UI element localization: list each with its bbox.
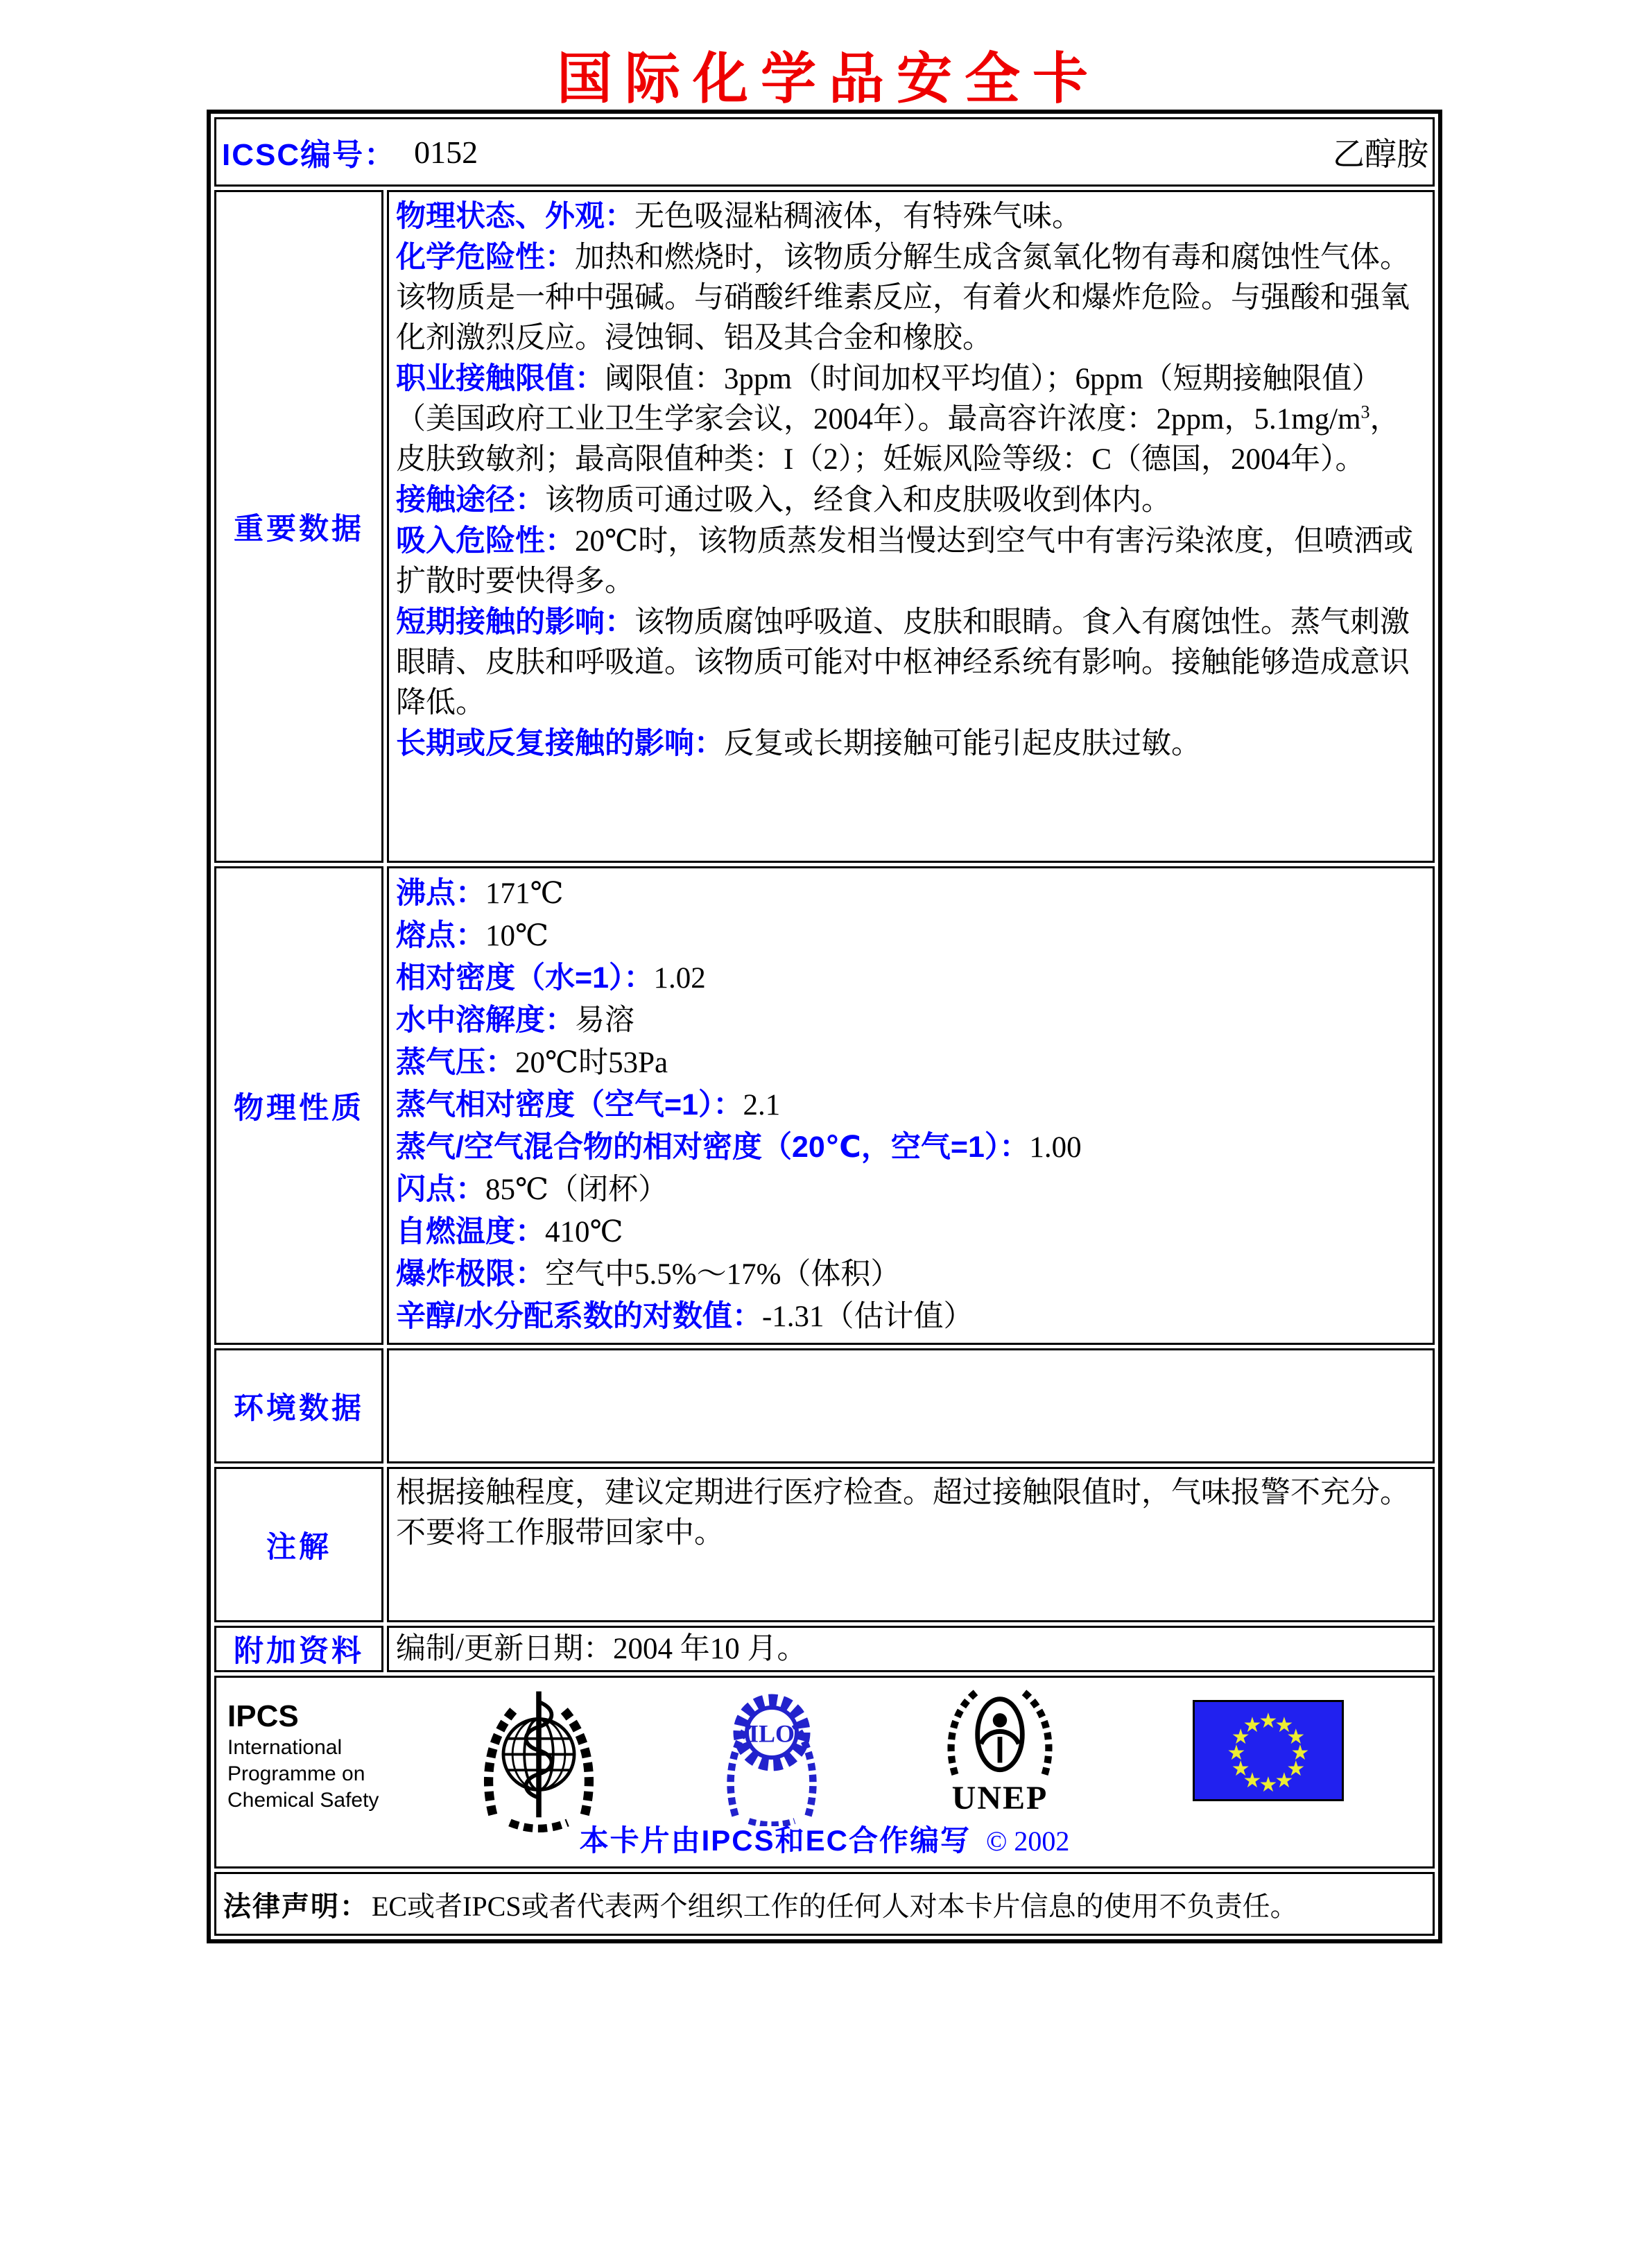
- physical-property-line: 蒸气相对密度（空气=1）：2.1: [396, 1088, 781, 1122]
- physical-property-line: 辛醇/水分配系数的对数值：-1.31（估计值）: [396, 1300, 974, 1333]
- unep-logo-text: UNEP: [951, 1780, 1048, 1816]
- page-title: 国际化学品安全卡: [557, 48, 1100, 110]
- copyright-text: © 2002: [985, 1825, 1070, 1857]
- physical-property-line: 爆炸极限：空气中5.5%～17%（体积）: [396, 1257, 901, 1291]
- svg-text:★: ★: [1243, 1714, 1262, 1737]
- important-data-segment: 长期或反复接触的影响：反复或长期接触可能引起皮肤过敏。: [396, 727, 1201, 760]
- environmental-data-label: 环境数据: [214, 1348, 383, 1463]
- who-emblem-icon: [473, 1686, 605, 1837]
- icsc-number-group: [222, 130, 478, 174]
- additional-info-label: 附加资料: [214, 1626, 383, 1672]
- svg-text:★: ★: [1243, 1769, 1262, 1792]
- legal-notice-label: 法律声明：: [223, 1891, 369, 1922]
- ipcs-acronym: IPCS: [227, 1699, 299, 1733]
- ipcs-block: [227, 1699, 379, 1814]
- organizations-row: [216, 1678, 1433, 1865]
- svg-text:★: ★: [1231, 1726, 1250, 1749]
- eu-flag-icon: [1193, 1700, 1344, 1805]
- physical-properties-content: [387, 866, 1435, 1345]
- additional-info-content: 编制/更新日期：2004 年10 月。: [387, 1626, 1435, 1672]
- cooperation-caption: [216, 1818, 1433, 1859]
- legal-notice-text: EC或者IPCS或者代表两个组织工作的任何人对本卡片信息的使用不负责任。: [372, 1890, 1298, 1922]
- organizations-cell: [214, 1676, 1435, 1868]
- physical-property-line: 相对密度（水=1）：1.02: [396, 961, 706, 995]
- svg-text:★: ★: [1231, 1758, 1250, 1780]
- card-header-row: [216, 119, 1433, 184]
- important-data-segment: 职业接触限值：阈限值：3ppm（时间加权平均值）；6ppm（短期接触限值）（美国政府工业卫生学家会议，2004年）。最高容许浓度：2ppm，$5.1mg/m^3$，皮肤致敏剂；最高限值种类：I（2）；妊娠风险等级：C（德国，2004年）。: [396, 362, 1400, 476]
- notes-content: 根据接触程度，建议定期进行医疗检查。超过接触限值时，气味报警不充分。不要将工作服带回家中。: [387, 1467, 1435, 1622]
- physical-property-line: 蒸气/空气混合物的相对密度（20℃，空气=1）：1.00: [396, 1131, 1082, 1164]
- icsc-card-page: [0, 49, 1451, 1943]
- important-data-segment: 化学危险性：加热和燃烧时，该物质分解生成含氮氧化物有毒和腐蚀性气体。该物质是一种中强碱。与硝酸纤维素反应，有着火和爆炸危险。与强酸和强氧化剂激烈反应。浸蚀铜、铝及其合金和橡胶。: [396, 241, 1410, 354]
- physical-property-line: 沸点：171℃: [396, 877, 564, 910]
- physical-properties-label: 物理性质: [214, 866, 383, 1345]
- physical-property-line: 蒸气压：20℃时53Pa: [396, 1046, 668, 1079]
- legal-notice-row: [214, 1872, 1435, 1936]
- ipcs-line-2: Programme on: [227, 1762, 365, 1785]
- svg-text:★: ★: [1259, 1710, 1278, 1733]
- ipcs-line-3: Chemical Safety: [227, 1789, 379, 1812]
- icsc-number-label: ICSC编号：: [222, 138, 397, 172]
- cooperation-caption-text: 本卡片由IPCS和EC合作编写: [579, 1824, 971, 1857]
- important-data-segment: 接触途径：该物质可通过吸入，经食入和皮肤吸收到体内。: [396, 483, 1171, 517]
- card-header-cell: [214, 117, 1435, 187]
- svg-text:★: ★: [1290, 1742, 1310, 1764]
- notes-label: 注解: [214, 1467, 383, 1622]
- physical-property-line: 熔点：10℃: [396, 919, 549, 952]
- physical-property-line: 闪点：85℃（闭杯）: [396, 1173, 668, 1206]
- chemical-name: 乙醇胺: [1333, 137, 1428, 172]
- ipcs-line-1: International: [227, 1736, 343, 1759]
- important-data-label: 重要数据: [214, 190, 383, 863]
- icsc-number-value: 0152: [414, 134, 478, 170]
- svg-text:★: ★: [1227, 1742, 1246, 1764]
- important-data-segment: 吸入危险性：20℃时，该物质蒸发相当慢达到空气中有害污染浓度，但喷洒或扩散时要快得多。: [396, 524, 1414, 598]
- svg-text:★: ★: [1259, 1773, 1278, 1796]
- ilo-logo-text: ILO: [748, 1719, 795, 1748]
- important-data-segment: 短期接触的影响：该物质腐蚀呼吸道、皮肤和眼睛。食入有腐蚀性。蒸气刺激眼睛、皮肤和呼吸道。该物质可能对中枢神经系统有影响。接触能够造成意识降低。: [396, 605, 1410, 719]
- svg-text:★: ★: [1286, 1758, 1306, 1780]
- physical-property-line: 水中溶解度：易溶: [396, 1004, 634, 1037]
- unep-emblem-icon: [937, 1685, 1062, 1816]
- environmental-data-content: [387, 1348, 1435, 1463]
- ilo-emblem-icon: [720, 1689, 824, 1830]
- important-data-segment: 物理状态、外观：无色吸湿粘稠液体，有特殊气味。: [396, 200, 1082, 233]
- svg-text:★: ★: [1286, 1726, 1306, 1749]
- svg-text:★: ★: [1274, 1714, 1294, 1737]
- physical-property-line: 自燃温度：410℃: [396, 1215, 623, 1248]
- icsc-card-table: [207, 110, 1442, 1943]
- svg-text:★: ★: [1274, 1769, 1294, 1792]
- important-data-content: [387, 190, 1435, 863]
